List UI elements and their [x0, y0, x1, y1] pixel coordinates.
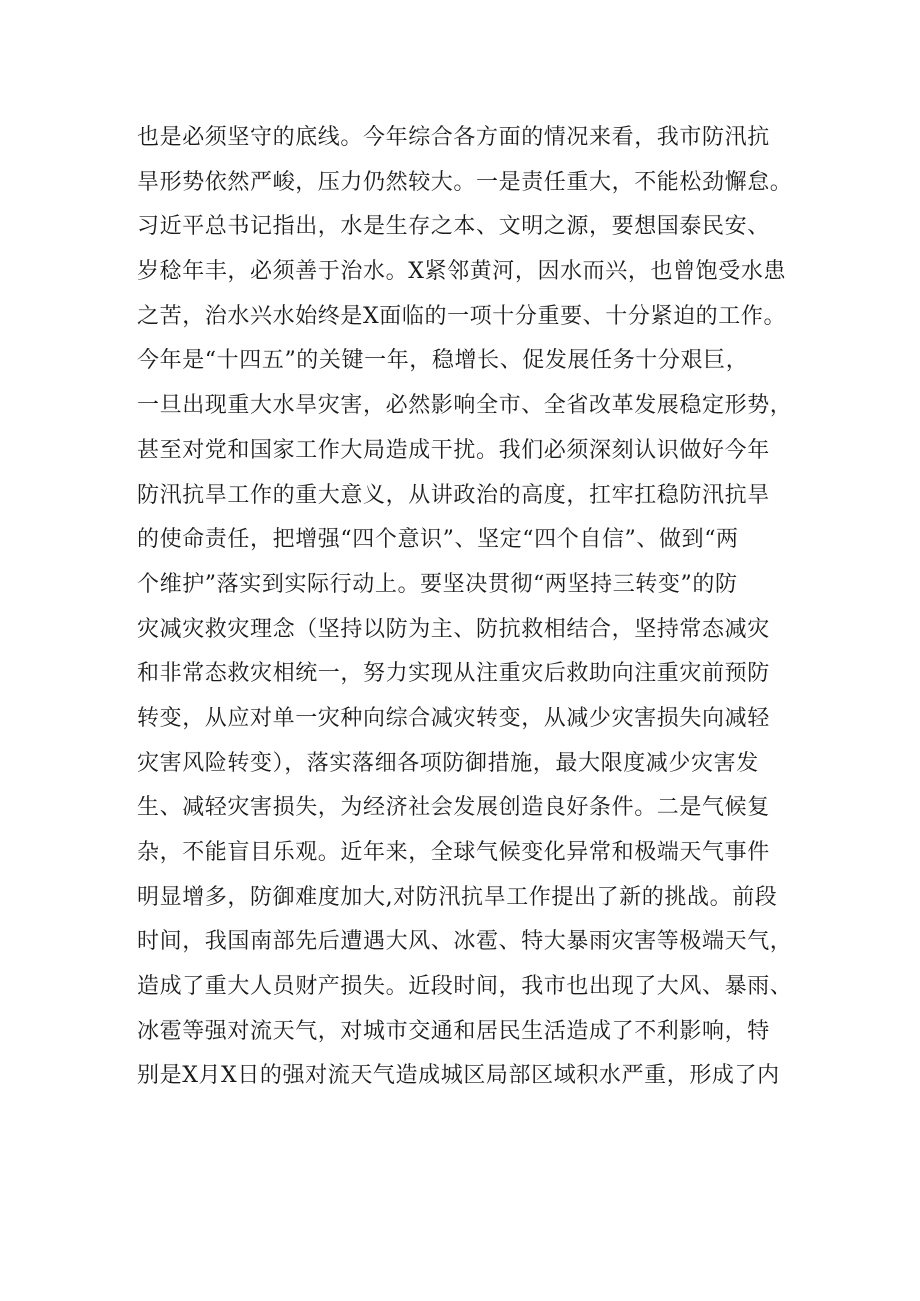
text-line: 明显增多，防御难度加大,对防汛抗旱工作提出了新的挑战。前段: [137, 884, 778, 910]
text-line: 个维护”落实到实际行动上。要坚决贯彻“两坚持三转变”的防: [137, 571, 738, 597]
text-line: 也是必须坚守的底线。今年综合各方面的情况来看，我市防汛抗: [137, 125, 770, 150]
text-line: 和非常态救灾相统一，努力实现从注重灾后救助向注重灾前预防: [137, 661, 770, 687]
text-line: 习近平总书记指出，水是生存之本、文明之源，要想国泰民安、: [137, 214, 770, 240]
text-line: 防汛抗旱工作的重大意义，从讲政治的高度，扛牢扛稳防汛抗旱: [137, 482, 770, 508]
text-line: 一旦出现重大水旱灾害，必然影响全市、全省改革发展稳定形势，: [137, 393, 793, 419]
text-line: 甚至对党和国家工作大局造成干扰。我们必须深刻认识做好今年: [137, 437, 770, 463]
text-line: 旱形势依然严峻，压力仍然较大。一是责任重大，不能松劲懈怠。: [137, 169, 793, 195]
text-line: 之苦，治水兴水始终是X面临的一项十分重要、十分紧迫的工作。: [137, 303, 787, 329]
text-line: 造成了重大人员财产损失。近段时间，我市也出现了大风、暴雨、: [137, 974, 793, 1000]
text-line: 灾减灾救灾理念（坚持以防为主、防抗救相结合，坚持常态减灾: [137, 616, 770, 642]
text-line: 今年是“十四五”的关键一年，稳增长、促发展任务十分艰巨，: [137, 348, 749, 374]
text-line: 时间，我国南部先后遭遇大风、冰雹、特大暴雨灾害等极端天气，: [137, 929, 793, 955]
text-line: 转变，从应对单一灾种向综合减灾转变，从减少灾害损失向减轻: [137, 705, 770, 731]
text-line: 的使命责任，把增强“四个意识”、坚定“四个自信”、做到“两: [137, 527, 739, 553]
text-line: 生、减轻灾害损失，为经济社会发展创造良好条件。二是气候复: [137, 795, 770, 821]
text-line: 杂，不能盲目乐观。近年来，全球气候变化异常和极端天气事件: [137, 840, 770, 865]
body-text: [137, 116, 797, 1099]
text-line: 别是X月X日的强对流天气造成城区局部区域积水严重，形成了内: [137, 1063, 780, 1089]
text-line: 冰雹等强对流天气，对城市交通和居民生活造成了不利影响，特: [137, 1018, 770, 1044]
text-line: 灾害风险转变），落实落细各项防御措施，最大限度减少灾害发: [137, 750, 759, 776]
text-line: 岁稔年丰，必须善于治水。X紧邻黄河，因水而兴，也曾饱受水患: [137, 259, 787, 285]
